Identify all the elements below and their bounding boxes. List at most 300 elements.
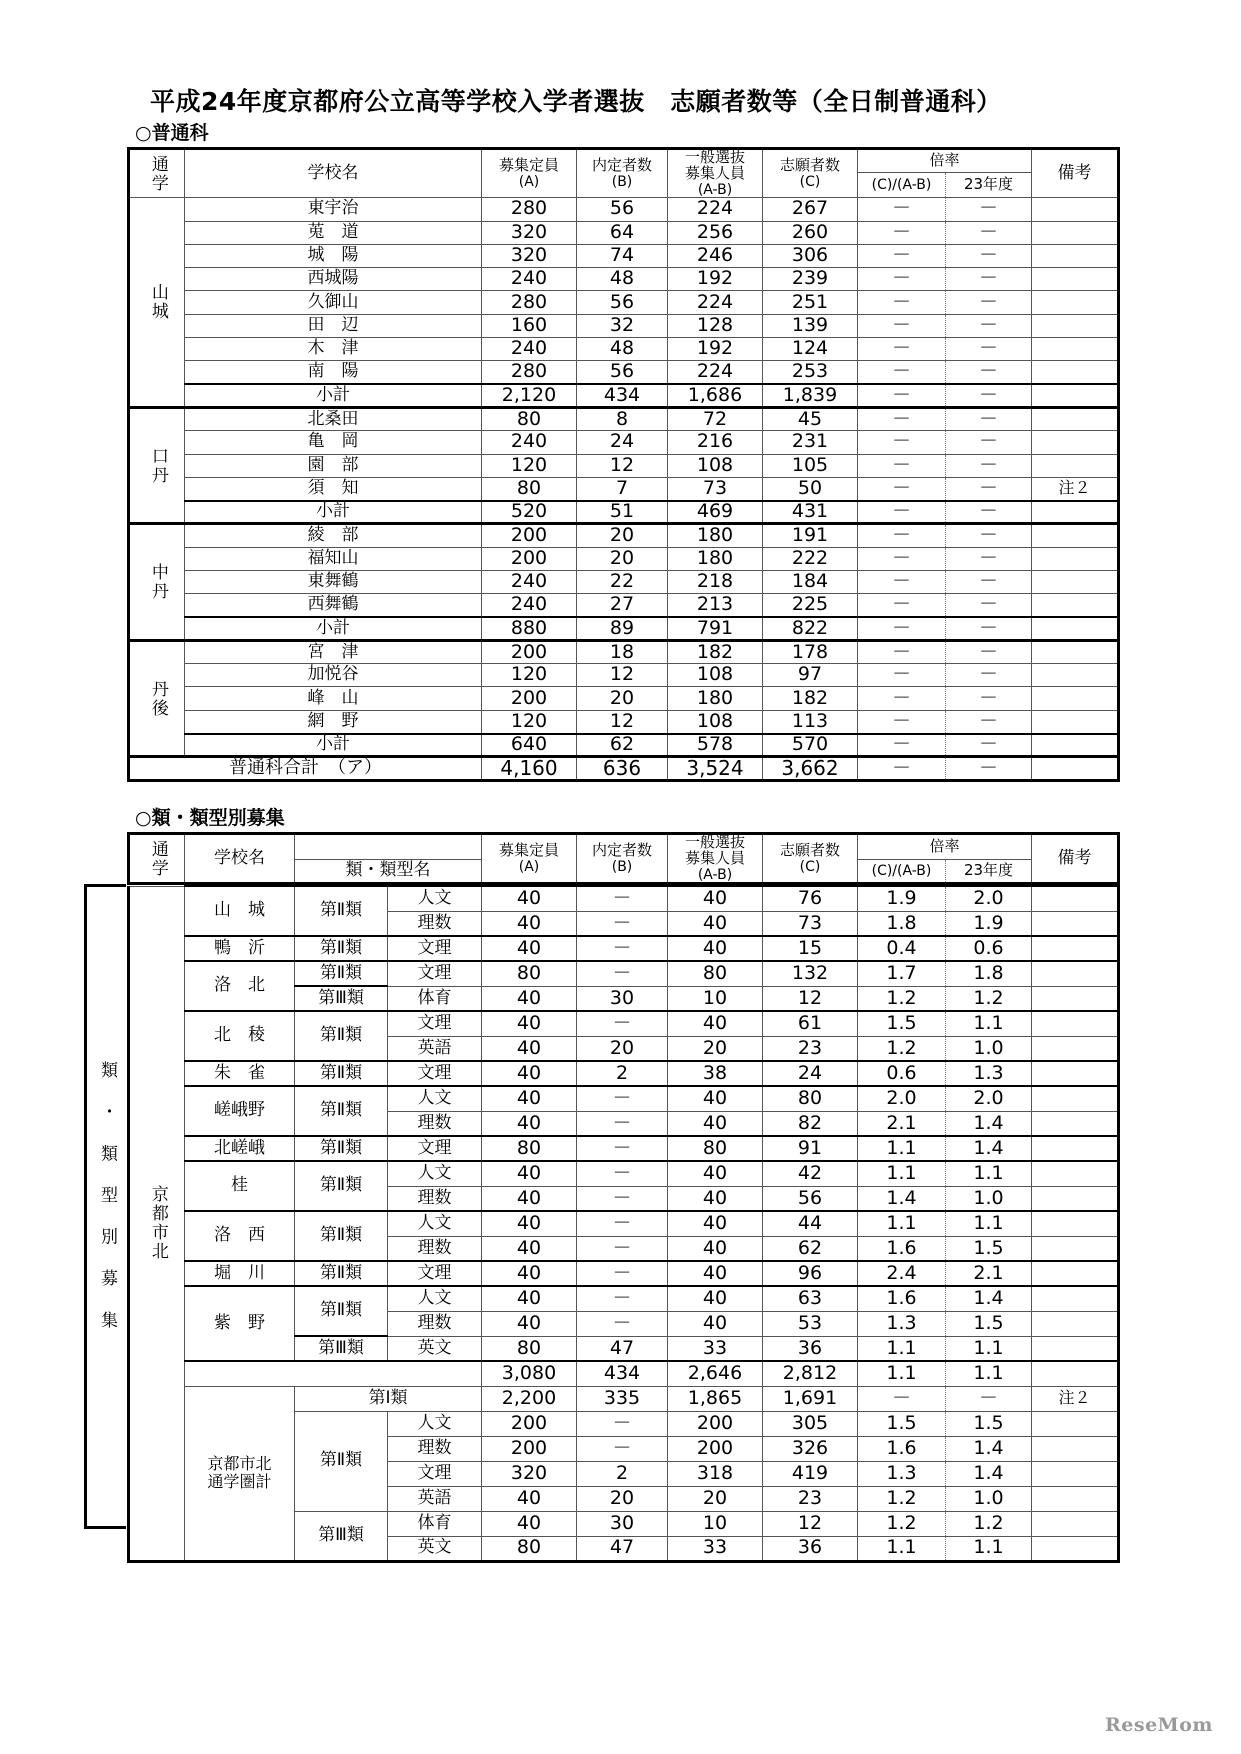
cell-ratio-prev: － — [946, 221, 1032, 244]
subtotal-label: 小計 — [185, 501, 482, 524]
cell-confirmed: 335 — [577, 1386, 668, 1411]
cell-category-name: 英文 — [388, 1536, 482, 1561]
cell-ratio-prev: 2.1 — [946, 1261, 1032, 1286]
cell-ratio: － — [858, 734, 946, 757]
cell-remarks — [1032, 1461, 1119, 1486]
cell-applicants: 45 — [763, 407, 858, 430]
cell-general: 3,524 — [668, 757, 763, 781]
area-label-cell — [129, 524, 185, 640]
cell-general: 20 — [668, 1486, 763, 1511]
cell-ratio-prev: － — [946, 640, 1032, 663]
cell-ratio-prev: － — [946, 547, 1032, 570]
cell-general: 40 — [668, 886, 763, 911]
cell-applicants: 23 — [763, 1036, 858, 1061]
cell-capacity: 320 — [482, 1461, 577, 1486]
summary-row — [129, 1361, 1119, 1386]
cell-confirmed: 56 — [577, 291, 668, 314]
cell-ratio-prev: 1.1 — [946, 1336, 1032, 1361]
cell-general: 224 — [668, 291, 763, 314]
cell-capacity: 320 — [482, 221, 577, 244]
cell-confirmed: 47 — [577, 1336, 668, 1361]
cell-capacity: 40 — [482, 1061, 577, 1086]
cell-general: 10 — [668, 986, 763, 1011]
cell-confirmed: 20 — [577, 1486, 668, 1511]
school-name: 木 津 — [185, 338, 482, 361]
cell-rui: 第Ⅱ類 — [295, 1011, 388, 1061]
cell-capacity: 80 — [482, 1336, 577, 1361]
cell-applicants: 44 — [763, 1211, 858, 1236]
cell-confirmed: 7 — [577, 477, 668, 500]
area-label-cell — [129, 886, 185, 1561]
cell-confirmed: － — [577, 1286, 668, 1311]
col-header-category-top — [295, 834, 482, 860]
cell-category-name: 人文 — [388, 886, 482, 911]
cell-category-name: 理数 — [388, 1186, 482, 1211]
school-name: 北 稜 — [185, 1011, 295, 1061]
cell-ratio-prev: 1.1 — [946, 1011, 1032, 1036]
cell-rui: 第Ⅱ類 — [295, 1061, 388, 1086]
cell-confirmed: 48 — [577, 338, 668, 361]
summary-area-label-text: 京都市北 通学圏計 — [207, 1453, 272, 1492]
school-name: 須 知 — [185, 477, 482, 500]
cell-category-name: 人文 — [388, 1086, 482, 1111]
cell-rui: 第Ⅲ類 — [295, 986, 388, 1011]
grand-total-label: 普通科合計 （ア） — [129, 757, 482, 781]
school-name: 峰 山 — [185, 687, 482, 710]
cell-remarks — [1032, 1086, 1119, 1111]
cell-applicants: 306 — [763, 244, 858, 267]
grand-total-row — [129, 757, 1119, 781]
cell-general: 200 — [668, 1411, 763, 1436]
cell-ratio: 0.4 — [858, 936, 946, 961]
cell-general: 791 — [668, 617, 763, 640]
col-header-ratio-group: 倍率 — [858, 149, 1032, 173]
cell-confirmed: 20 — [577, 547, 668, 570]
cell-ratio-prev: － — [946, 501, 1032, 524]
cell-general: 192 — [668, 338, 763, 361]
col-header-confirmed: 内定者数 (B) — [577, 834, 668, 884]
col-header-school: 学校名 — [185, 834, 295, 884]
cell-confirmed: 12 — [577, 664, 668, 687]
cell-general: 224 — [668, 361, 763, 384]
table-ruikei-header — [127, 832, 1120, 885]
cell-applicants: 36 — [763, 1336, 858, 1361]
cell-general: 40 — [668, 1086, 763, 1111]
cell-capacity: 40 — [482, 1261, 577, 1286]
table-row — [129, 710, 1119, 733]
cell-remarks — [1032, 338, 1119, 361]
cell-capacity: 240 — [482, 571, 577, 594]
cell-remarks — [1032, 1061, 1119, 1086]
subtotal-label: 小計 — [185, 734, 482, 757]
cell-ratio: 1.1 — [858, 1361, 946, 1386]
cell-applicants: 91 — [763, 1136, 858, 1161]
school-name: 北桑田 — [185, 407, 482, 430]
cell-ratio: － — [858, 571, 946, 594]
cell-capacity: 240 — [482, 268, 577, 291]
cell-ratio: 1.7 — [858, 961, 946, 986]
cell-ratio: 2.4 — [858, 1261, 946, 1286]
table-row — [129, 571, 1119, 594]
cell-ratio-prev: － — [946, 431, 1032, 454]
school-name: 洛 西 — [185, 1211, 295, 1261]
cell-remarks — [1032, 710, 1119, 733]
cell-applicants: 105 — [763, 454, 858, 477]
area-label: 丹後 — [147, 679, 168, 718]
cell-category-name: 文理 — [388, 1011, 482, 1036]
cell-ratio: － — [858, 361, 946, 384]
cell-ratio-prev: 1.0 — [946, 1486, 1032, 1511]
cell-remarks — [1032, 1336, 1119, 1361]
cell-category-name: 理数 — [388, 1236, 482, 1261]
cell-ratio: 2.1 — [858, 1111, 946, 1136]
cell-ratio: 1.6 — [858, 1286, 946, 1311]
table-row — [129, 1261, 1119, 1286]
cell-ratio: 1.2 — [858, 986, 946, 1011]
cell-general: 33 — [668, 1536, 763, 1561]
school-name: 城 陽 — [185, 244, 482, 267]
cell-rui: 第Ⅱ類 — [295, 961, 388, 986]
cell-remarks — [1032, 524, 1119, 547]
cell-applicants: 80 — [763, 1086, 858, 1111]
cell-remarks — [1032, 617, 1119, 640]
table-row — [129, 640, 1119, 663]
cell-applicants: 56 — [763, 1186, 858, 1211]
cell-remarks: 注２ — [1032, 477, 1119, 500]
col-header-confirmed: 内定者数 (B) — [577, 149, 668, 198]
cell-capacity: 240 — [482, 431, 577, 454]
cell-rui: 第Ⅲ類 — [295, 1511, 388, 1561]
cell-general: 246 — [668, 244, 763, 267]
cell-capacity: 280 — [482, 361, 577, 384]
cell-applicants: 15 — [763, 936, 858, 961]
cell-capacity: 40 — [482, 1511, 577, 1536]
cell-capacity: 80 — [482, 1136, 577, 1161]
cell-ratio: － — [858, 687, 946, 710]
col-header-area: 通学 — [129, 834, 185, 884]
cell-applicants: 50 — [763, 477, 858, 500]
cell-remarks — [1032, 268, 1119, 291]
cell-general: 40 — [668, 1286, 763, 1311]
col-header-remarks: 備考 — [1032, 149, 1119, 198]
cell-general: 40 — [668, 1261, 763, 1286]
cell-remarks — [1032, 431, 1119, 454]
cell-remarks — [1032, 757, 1119, 781]
cell-general: 40 — [668, 1311, 763, 1336]
cell-ratio-prev: 1.3 — [946, 1061, 1032, 1086]
cell-ratio-prev: 1.1 — [946, 1211, 1032, 1236]
cell-general: 182 — [668, 640, 763, 663]
cell-general: 80 — [668, 1136, 763, 1161]
school-name: 山 城 — [185, 886, 295, 936]
cell-ratio-prev: 1.2 — [946, 1511, 1032, 1536]
cell-rui: 第Ⅰ類 — [295, 1386, 482, 1411]
cell-ratio: 1.9 — [858, 886, 946, 911]
school-name: 嵯峨野 — [185, 1086, 295, 1136]
cell-confirmed: 30 — [577, 986, 668, 1011]
cell-general: 33 — [668, 1336, 763, 1361]
cell-general: 40 — [668, 1011, 763, 1036]
school-name: 園 部 — [185, 454, 482, 477]
cell-ratio: － — [858, 524, 946, 547]
cell-confirmed: － — [577, 1161, 668, 1186]
school-name: 東宇治 — [185, 198, 482, 221]
cell-capacity: 40 — [482, 1011, 577, 1036]
cell-ratio: － — [858, 407, 946, 430]
cell-confirmed: － — [577, 1211, 668, 1236]
cell-capacity: 40 — [482, 936, 577, 961]
cell-remarks — [1032, 407, 1119, 430]
col-header-ratio-group: 倍率 — [858, 834, 1032, 860]
cell-general: 1,686 — [668, 384, 763, 407]
cell-category-name: 理数 — [388, 1111, 482, 1136]
cell-capacity: 40 — [482, 1236, 577, 1261]
cell-capacity: 200 — [482, 1436, 577, 1461]
cell-applicants: 23 — [763, 1486, 858, 1511]
cell-general: 10 — [668, 1511, 763, 1536]
cell-ratio-prev: － — [946, 594, 1032, 617]
cell-confirmed: － — [577, 886, 668, 911]
cell-ratio: 1.1 — [858, 1536, 946, 1561]
school-name: 莵 道 — [185, 221, 482, 244]
cell-capacity: 2,200 — [482, 1386, 577, 1411]
cell-confirmed: 434 — [577, 384, 668, 407]
cell-ratio-prev: － — [946, 617, 1032, 640]
table-row — [129, 547, 1119, 570]
table-row — [129, 687, 1119, 710]
cell-ratio: 1.4 — [858, 1186, 946, 1211]
cell-ratio: － — [858, 221, 946, 244]
cell-general: 40 — [668, 1161, 763, 1186]
area-label: 山城 — [147, 283, 168, 322]
cell-confirmed: 8 — [577, 407, 668, 430]
table-row — [129, 454, 1119, 477]
cell-capacity: 520 — [482, 501, 577, 524]
cell-general: 180 — [668, 524, 763, 547]
cell-applicants: 431 — [763, 501, 858, 524]
cell-capacity: 880 — [482, 617, 577, 640]
cell-ratio: 2.0 — [858, 1086, 946, 1111]
cell-remarks — [1032, 1286, 1119, 1311]
col-header-ratio-current: (C)/(A-B) — [858, 172, 946, 197]
cell-applicants: 1,839 — [763, 384, 858, 407]
cell-capacity: 80 — [482, 961, 577, 986]
table-row — [129, 936, 1119, 961]
cell-capacity: 160 — [482, 314, 577, 337]
cell-general: 224 — [668, 198, 763, 221]
cell-remarks — [1032, 361, 1119, 384]
cell-remarks — [1032, 1261, 1119, 1286]
cell-remarks — [1032, 571, 1119, 594]
cell-capacity: 120 — [482, 664, 577, 687]
cell-remarks — [1032, 244, 1119, 267]
cell-ratio: － — [858, 664, 946, 687]
col-header-applicants: 志願者数 (C) — [763, 149, 858, 198]
cell-remarks — [1032, 454, 1119, 477]
school-name: 朱 雀 — [185, 1061, 295, 1086]
cell-capacity: 280 — [482, 198, 577, 221]
cell-applicants: 225 — [763, 594, 858, 617]
cell-remarks — [1032, 687, 1119, 710]
cell-ratio: － — [858, 454, 946, 477]
area-label: 口丹 — [147, 446, 168, 485]
cell-ratio: － — [858, 268, 946, 291]
cell-ratio: 1.1 — [858, 1336, 946, 1361]
cell-category-name: 理数 — [388, 1436, 482, 1461]
cell-applicants: 132 — [763, 961, 858, 986]
cell-remarks — [1032, 1311, 1119, 1336]
cell-applicants: 24 — [763, 1061, 858, 1086]
cell-ratio-prev: 1.0 — [946, 1186, 1032, 1211]
cell-applicants: 178 — [763, 640, 858, 663]
cell-ratio-prev: － — [946, 524, 1032, 547]
cell-capacity: 4,160 — [482, 757, 577, 781]
cell-ratio: 1.8 — [858, 911, 946, 936]
cell-confirmed: 18 — [577, 640, 668, 663]
cell-capacity: 40 — [482, 1086, 577, 1111]
cell-confirmed: 30 — [577, 1511, 668, 1536]
cell-applicants: 12 — [763, 1511, 858, 1536]
cell-ratio-prev: 1.4 — [946, 1286, 1032, 1311]
cell-confirmed: 22 — [577, 571, 668, 594]
cell-ratio-prev: － — [946, 198, 1032, 221]
cell-general: 180 — [668, 547, 763, 570]
col-header-school: 学校名 — [185, 149, 482, 198]
cell-capacity: 240 — [482, 338, 577, 361]
cell-general: 216 — [668, 431, 763, 454]
cell-ratio: － — [858, 384, 946, 407]
cell-remarks — [1032, 1536, 1119, 1561]
cell-category-name: 英語 — [388, 1486, 482, 1511]
col-header-ratio-prev: 23年度 — [946, 859, 1032, 884]
school-name: 北嵯峨 — [185, 1136, 295, 1161]
school-name: 洛 北 — [185, 961, 295, 1011]
cell-rui: 第Ⅱ類 — [295, 1211, 388, 1261]
cell-confirmed: － — [577, 1086, 668, 1111]
cell-ratio: 1.1 — [858, 1161, 946, 1186]
cell-general: 192 — [668, 268, 763, 291]
cell-ratio: － — [858, 757, 946, 781]
cell-rui: 第Ⅱ類 — [295, 936, 388, 961]
school-name: 東舞鶴 — [185, 571, 482, 594]
cell-applicants: 62 — [763, 1236, 858, 1261]
table-row — [129, 431, 1119, 454]
cell-applicants: 97 — [763, 664, 858, 687]
cell-applicants: 73 — [763, 911, 858, 936]
cell-confirmed: 20 — [577, 687, 668, 710]
cell-capacity: 200 — [482, 1411, 577, 1436]
table-row — [129, 291, 1119, 314]
cell-ratio-prev: 1.4 — [946, 1436, 1032, 1461]
cell-confirmed: － — [577, 911, 668, 936]
school-name: 紫 野 — [185, 1286, 295, 1361]
section-label-ruikei: ○類・類型別募集 — [135, 807, 285, 829]
cell-ratio-prev: － — [946, 361, 1032, 384]
table-row — [129, 198, 1119, 221]
cell-confirmed: 12 — [577, 710, 668, 733]
cell-ratio: 1.5 — [858, 1411, 946, 1436]
cell-rui: 第Ⅱ類 — [295, 1136, 388, 1161]
cell-category-name: 人文 — [388, 1411, 482, 1436]
cell-confirmed: 434 — [577, 1361, 668, 1386]
cell-ratio: 1.6 — [858, 1236, 946, 1261]
table-row — [129, 1136, 1119, 1161]
cell-capacity: 120 — [482, 454, 577, 477]
cell-rui: 第Ⅱ類 — [295, 886, 388, 936]
cell-ratio-prev: 1.2 — [946, 986, 1032, 1011]
cell-ratio: 1.3 — [858, 1311, 946, 1336]
cell-capacity: 200 — [482, 524, 577, 547]
table-row — [129, 524, 1119, 547]
col-header-remarks: 備考 — [1032, 834, 1119, 884]
school-name: 西城陽 — [185, 268, 482, 291]
cell-ratio: － — [858, 710, 946, 733]
cell-ratio-prev: － — [946, 734, 1032, 757]
cell-category-name: 英語 — [388, 1036, 482, 1061]
cell-confirmed: 48 — [577, 268, 668, 291]
cell-remarks — [1032, 640, 1119, 663]
subtotal-label: 小計 — [185, 617, 482, 640]
cell-ratio-prev: － — [946, 571, 1032, 594]
cell-ratio-prev: 1.1 — [946, 1161, 1032, 1186]
cell-applicants: 12 — [763, 986, 858, 1011]
cell-confirmed: 636 — [577, 757, 668, 781]
cell-general: 20 — [668, 1036, 763, 1061]
cell-applicants: 267 — [763, 198, 858, 221]
cell-confirmed: 74 — [577, 244, 668, 267]
cell-confirmed: 27 — [577, 594, 668, 617]
cell-rui: 第Ⅱ類 — [295, 1286, 388, 1336]
cell-ratio-prev: － — [946, 384, 1032, 407]
school-name: 網 野 — [185, 710, 482, 733]
cell-category-name: 英文 — [388, 1336, 482, 1361]
table-row — [129, 886, 1119, 911]
col-header-general: 一般選抜 募集人員 (A-B) — [668, 149, 763, 198]
cell-applicants: 184 — [763, 571, 858, 594]
cell-rui: 第Ⅱ類 — [295, 1161, 388, 1211]
cell-category-name: 理数 — [388, 911, 482, 936]
cell-remarks — [1032, 198, 1119, 221]
cell-ratio-prev: 1.4 — [946, 1461, 1032, 1486]
school-name: 亀 岡 — [185, 431, 482, 454]
table-ruikei-body — [127, 885, 1120, 1563]
cell-category-name: 文理 — [388, 936, 482, 961]
cell-ratio: － — [858, 338, 946, 361]
cell-ratio: 1.2 — [858, 1036, 946, 1061]
cell-applicants: 231 — [763, 431, 858, 454]
area-label-cell — [129, 640, 185, 756]
cell-applicants: 63 — [763, 1286, 858, 1311]
cell-ratio: － — [858, 314, 946, 337]
cell-applicants: 113 — [763, 710, 858, 733]
cell-rui: 第Ⅲ類 — [295, 1336, 388, 1361]
cell-general: 469 — [668, 501, 763, 524]
cell-confirmed: － — [577, 1236, 668, 1261]
cell-applicants: 570 — [763, 734, 858, 757]
cell-general: 128 — [668, 314, 763, 337]
cell-ratio-prev: 1.1 — [946, 1361, 1032, 1386]
cell-general: 38 — [668, 1061, 763, 1086]
cell-applicants: 124 — [763, 338, 858, 361]
cell-ratio: － — [858, 1386, 946, 1411]
cell-ratio-prev: － — [946, 757, 1032, 781]
cell-ratio-prev: 1.1 — [946, 1536, 1032, 1561]
cell-general: 318 — [668, 1461, 763, 1486]
cell-general: 40 — [668, 1111, 763, 1136]
section-futsuka — [127, 118, 1120, 782]
cell-ratio: － — [858, 244, 946, 267]
cell-ratio-prev: － — [946, 268, 1032, 291]
